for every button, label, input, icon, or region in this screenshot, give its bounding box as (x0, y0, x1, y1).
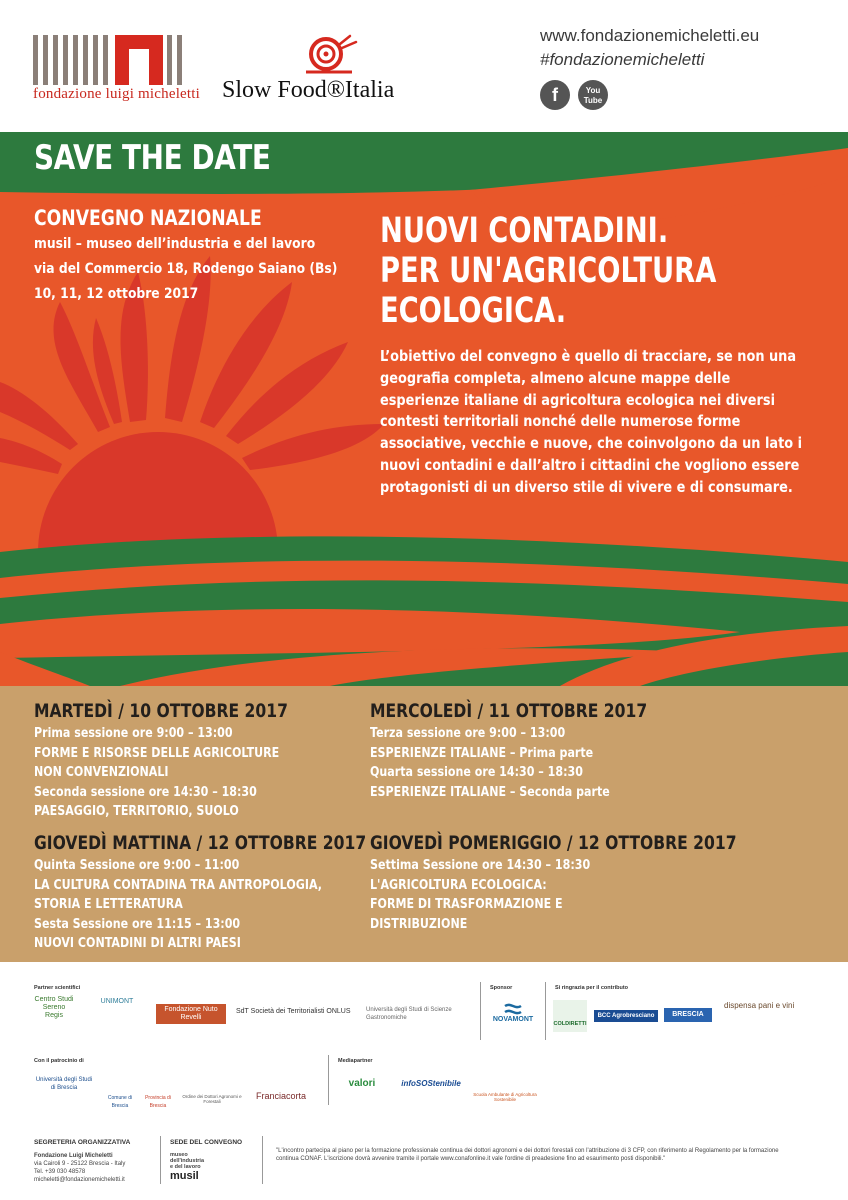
secretary-line: via Cairoli 9 - 25122 Brescia - Italy (34, 1161, 126, 1167)
main-title-line-1: NUOVI CONTADINI. (380, 211, 669, 251)
divider (480, 982, 481, 1040)
session-line: Prima sessione ore 9:00 – 13:00 (34, 725, 233, 741)
hashtag: #fondazionemicheletti (540, 50, 705, 69)
musil-logo: musil (170, 1170, 199, 1182)
label-scientific-partners: Partner scientifici (34, 985, 81, 991)
logo-comune-brescia: Comune di Brescia (107, 1095, 133, 1109)
day-heading: GIOVEDÌ MATTINA / 12 OTTOBRE 2017 (34, 832, 367, 854)
logo-unimont: UNIMONT (100, 998, 134, 1005)
label-mediapartner: Mediapartner (338, 1058, 373, 1064)
logo-sereno-regis: Centro Studi Sereno Regis (34, 996, 74, 1019)
session-line: Terza sessione ore 9:00 – 13:00 (370, 725, 566, 741)
secretary-line: Fondazione Luigi Micheletti (34, 1153, 113, 1159)
conference-description: L’obiettivo del convegno è quello di tracciare, se non una geografia completa, almeno alcune mappe delle esperienze italiane di agricoltura ecologica nei diversi contesti territoriali nonché delle numerose forme associative, vecchie e nuove, che coinvolgono da un lato i nuovi contadini e dall’altro i cittadini che vogliono essere protagonisti di un diverso stile di vivere e di consumare. (380, 347, 803, 496)
convegno-dates: 10, 11, 12 ottobre 2017 (34, 286, 199, 302)
session-line: FORME DI TRASFORMAZIONE E (370, 896, 563, 913)
session-line: Quinta Sessione ore 9:00 – 11:00 (34, 857, 240, 873)
day-martedi (34, 698, 288, 822)
slow-food-name: Slow Food®Italia (222, 77, 395, 103)
logo-ordine-agronomi: Ordine dei Dottori Agronomi e Forestali (182, 1094, 242, 1104)
divider (262, 1136, 263, 1184)
day-heading: MARTEDÌ / 10 OTTOBRE 2017 (34, 700, 288, 722)
session-line: Quarta sessione ore 14:30 – 18:30 (370, 764, 583, 781)
session-line: FORME E RISORSE DELLE AGRICOLTURE (34, 744, 280, 761)
secretary-line: Tel. +39 030 48578 (34, 1169, 86, 1175)
session-line: PAESAGGIO, TERRITORIO, SUOLO (34, 803, 239, 820)
day-heading: MERCOLEDÌ / 11 OTTOBRE 2017 (370, 700, 648, 722)
label-patronage: Con il patrocinio di (34, 1058, 84, 1064)
venue-line: museo (170, 1152, 188, 1158)
session-line: LA CULTURA CONTADINA TRA ANTROPOLOGIA, (34, 876, 322, 893)
logo-sdt: SdT Società dei Territorialisti ONLUS (236, 1008, 351, 1015)
divider (328, 1055, 329, 1105)
slow-food-snail-icon (300, 34, 360, 76)
logo-nuto-revelli: Fondazione Nuto Revelli (156, 1004, 226, 1024)
logo-franciacorta: Franciacorta (255, 1091, 307, 1101)
session-line: ESPERIENZE ITALIANE – Prima parte (370, 744, 594, 761)
convegno-venue: musil – museo dell’industria e del lavoro (34, 236, 316, 252)
novamont-icon (503, 1002, 523, 1016)
logo-novamont: NOVAMONT (488, 1002, 538, 1024)
day-heading: GIOVEDÌ POMERIGGIO / 12 OTTOBRE 2017 (370, 832, 737, 854)
logo-brescia: BRESCIA (664, 1008, 712, 1022)
day-mercoledi (370, 698, 647, 802)
secretary-email[interactable]: micheletti@fondazionemicheletti.it (34, 1177, 125, 1183)
website-link[interactable]: www.fondazionemicheletti.eu (540, 26, 760, 45)
session-line: NUOVI CONTADINI DI ALTRI PAESI (34, 935, 241, 952)
label-thanks: Si ringrazia per il contributo (555, 985, 629, 991)
session-line: DISTRIBUZIONE (370, 915, 468, 932)
session-line: Settima Sessione ore 14:30 – 18:30 (370, 857, 591, 873)
convegno-address: via del Commercio 18, Rodengo Saiano (Bs) (34, 261, 338, 277)
session-line: STORIA E LETTERATURA (34, 896, 183, 913)
logo-valori: valori (348, 1078, 376, 1089)
cfp-note: "L'incontro partecipa al piano per la formazione professionale continua dei dottori agronomi e dei dottori forestali con l'attribuzione di 3 CFP, con riferimento al Regolamento per la formazione continua CONAF. L'iscrizione dovrà avvenire tramite il portale www.conafonline.it vale l'ordine di preadesione fino ad esaurimento posti disponibili." (276, 1148, 779, 1162)
logo-coldiretti: COLDIRETTI (553, 1000, 587, 1032)
logo-bcc: BCC Agrobresciano (594, 1010, 658, 1022)
fondazione-name: fondazione luigi micheletti (33, 86, 201, 102)
main-title-line-3: ECOLOGICA. (380, 291, 567, 331)
secretary-title: SEGRETERIA ORGANIZZATIVA (34, 1139, 131, 1146)
session-line: ESPERIENZE ITALIANE – Seconda parte (370, 783, 610, 800)
session-line: L'AGRICOLTURA ECOLOGICA: (370, 876, 547, 893)
session-line: Sesta Sessione ore 11:15 – 13:00 (34, 915, 241, 932)
venue-title: SEDE DEL CONVEGNO (170, 1139, 243, 1146)
session-line: Seconda sessione ore 14:30 – 18:30 (34, 783, 257, 800)
main-title-line-2: PER UN'AGRICOLTURA (380, 251, 717, 291)
logo-dispensa: dispensa pani e vini (724, 1001, 795, 1010)
divider (545, 982, 546, 1040)
day-giovedi-pomeriggio (370, 830, 737, 934)
label-sponsor: Sponsor (490, 985, 513, 991)
logo-provincia-brescia: Provincia di Brescia (145, 1095, 171, 1109)
logo-infosostenibile: infoSOStenibile (401, 1079, 461, 1088)
day-giovedi-mattina (34, 830, 366, 954)
logo-unisg: Università degli Studi di Scienze Gastronomiche (366, 1007, 452, 1021)
venue-line: dell'industria (170, 1158, 205, 1164)
venue-line: e del lavoro (170, 1164, 201, 1170)
header (0, 0, 848, 132)
save-the-date-title: SAVE THE DATE (34, 138, 271, 178)
logo-unibs: Università degli Studi di Brescia (35, 1077, 93, 1091)
logo-scuola-ambulante: Scuola Ambulante di Agricoltura Sostenibile (473, 1092, 537, 1102)
session-line: NON CONVENZIONALI (34, 764, 169, 781)
facebook-icon[interactable]: f (540, 80, 570, 110)
divider (160, 1136, 161, 1184)
youtube-icon[interactable]: You Tube (578, 80, 608, 110)
convegno-title: CONVEGNO NAZIONALE (34, 206, 262, 230)
